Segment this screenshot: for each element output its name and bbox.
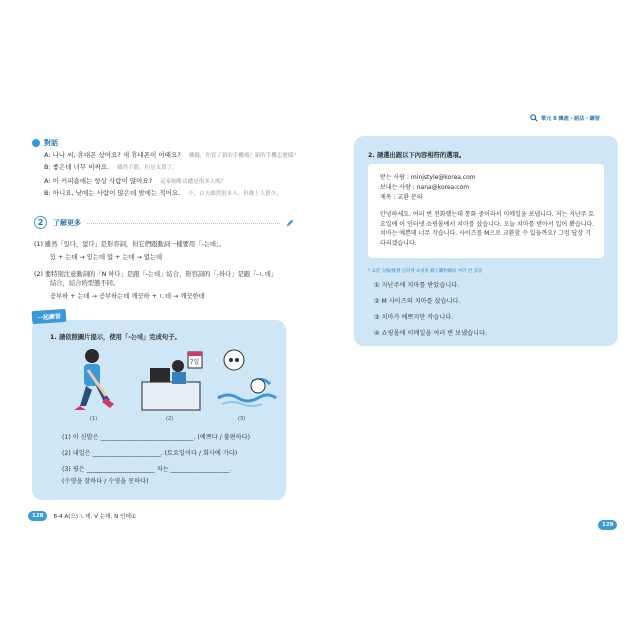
dialogue-title: 對話 bbox=[44, 139, 58, 147]
dialogue-line: B: 아니요, 낮에는 사람이 많은데 밤에는 적어요. 不，白天雖然很多人，但晚上人很少。 bbox=[44, 189, 282, 197]
left-page bbox=[24, 120, 304, 530]
dotted-divider bbox=[87, 222, 280, 224]
answer-option[interactable]: ③ 치마가 예쁘지만 작습니다. bbox=[374, 314, 454, 321]
grammar-note: 結合，結合的型態不同。 bbox=[50, 280, 120, 287]
dialogue-header bbox=[32, 138, 58, 148]
practice-tag: 一起練習 bbox=[32, 309, 67, 324]
page-number: 128 bbox=[28, 511, 47, 521]
grammar-example: 있 + 는데 → 있는데 없 + 는데 → 없는데 bbox=[50, 254, 163, 261]
dialogue-line: A: 나나 씨, 휴대폰 샀어요? 새 휴대폰이 어때요? 娜娜，你買了新的手機嗎？新的手機怎麼樣？ bbox=[44, 151, 299, 159]
email-subject: 제목 : 교환 문의 bbox=[380, 194, 423, 201]
bullet-dot-icon bbox=[32, 139, 40, 147]
right-page bbox=[330, 108, 620, 528]
foot-pain-illustration bbox=[66, 346, 124, 414]
dialogue-line: A: 이 커피숍에는 항상 사람이 많아요? 這家咖啡店總是很多人嗎？ bbox=[44, 177, 227, 185]
swimmer-illustration bbox=[214, 344, 278, 414]
footer-chapter: 8-4 A(으) ㄴ데, V 는데, N 인데① bbox=[53, 514, 136, 520]
email-body: 안녕하세요. 여러 번 전화했는데 통화 중이라서 이메일을 보냅니다. 저는 지난주 토요일에 이 인터넷 쇼핑몰에서 치마를 샀습니다. 오늘 치마를 받아서 입어 봤습니다. 치마는 예쁜데 너무 작습니다. 사이즈를 M으로 교환할 수 있을까요? 그럼 답장 기다리겠습니다. bbox=[380, 211, 595, 247]
left-footer bbox=[28, 511, 136, 521]
section-number: 2 bbox=[34, 216, 47, 229]
email-recipient: 받는 사람 : minjstyle@korea.com bbox=[380, 174, 476, 181]
illustration-label: (3) bbox=[238, 416, 246, 422]
answer-option[interactable]: ④ 쇼핑몰에 이메일을 여러 번 보냈습니다. bbox=[374, 330, 487, 337]
practice-question: 1. 請依照圖片提示，使用「-는데」完成句子。 bbox=[50, 334, 181, 341]
reading-question: 2. 請選出跟以下內容相符的選項。 bbox=[368, 152, 466, 159]
calendar-date: 7일 bbox=[190, 360, 200, 366]
illustration-label: (1) bbox=[90, 416, 98, 422]
illustration-label: (2) bbox=[166, 416, 174, 422]
practice-box bbox=[32, 320, 286, 500]
exercise-item: (수영을 잘하다 / 수영을 못하다) bbox=[62, 478, 149, 485]
exercise-item: (3) 평은 ______________________ 저는 ___________________. bbox=[62, 466, 232, 473]
exercise-item: (2) 내일은 ______________________. (토요일이다 / 회사에 가다) bbox=[62, 450, 238, 457]
grammar-section-header bbox=[34, 216, 294, 229]
dialogue-line: B: 좋은데 너무 비싸요. 雖然不錯，但是太貴了。 bbox=[44, 163, 178, 171]
reading-box bbox=[354, 136, 618, 346]
pencil-icon bbox=[286, 219, 294, 227]
page-number: 129 bbox=[598, 520, 617, 530]
office-worker-illustration bbox=[134, 348, 204, 414]
email-sender: 보내는 사람 : nana@korea.com bbox=[380, 184, 470, 191]
exercise-item: (1) 이 신발은 ______________________________. (예쁘다 / 불편하다) bbox=[62, 434, 251, 441]
right-footer bbox=[598, 511, 617, 530]
grammar-note: (2) 要特別注意動詞的「N 하다」是跟「-는데」結合，形容詞的「-하다」是跟「-ㄴ데」 bbox=[34, 271, 278, 278]
grammar-example: 공부하 + 는데 → 공부하는데 깨끗하 + ㄴ데 → 깨끗한데 bbox=[50, 293, 205, 300]
vocabulary-note: * 교환 交換/換貨 인터넷 쇼핑몰 網上購物網站 여러 번 多次 bbox=[368, 269, 483, 274]
answer-option[interactable]: ② M 사이즈의 치마를 샀습니다. bbox=[374, 298, 461, 305]
email-card bbox=[368, 164, 604, 258]
section-title: 了解更多 bbox=[53, 218, 81, 227]
chapter-title: 單元 8 韓流・語法・練習 bbox=[540, 115, 600, 122]
answer-option[interactable]: ① 지난주에 치마를 받았습니다. bbox=[374, 282, 460, 289]
grammar-note: (1) 雖然「있다，없다」是形容詞，但它們跟動詞一樣要用「-는데」。 bbox=[34, 241, 226, 248]
